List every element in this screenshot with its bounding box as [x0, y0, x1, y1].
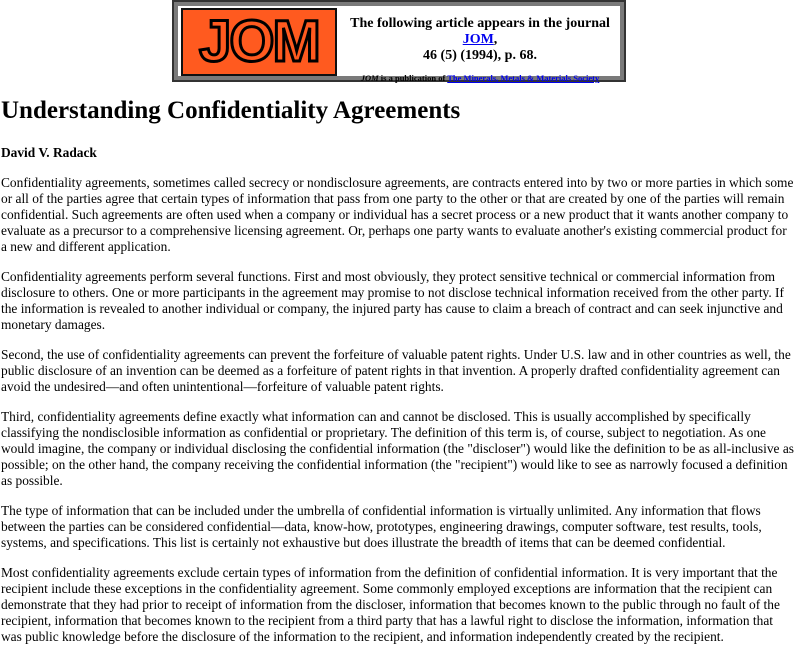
- journal-banner-inner: [178, 6, 620, 83]
- journal-banner: [172, 0, 626, 82]
- article-paragraph: Second, the use of confidentiality agreements can prevent the forfeiture of valuable patent rights. Under U.S. law and in other countries as well, the public disclosure of an invention can be deemed as a forfeiture of patent rights in that invention. A properly drafted confidentiality agreement can avoid the undesired—and often unintentional—forfeiture of valuable patent rights.: [1, 347, 791, 394]
- article-paragraph: Confidentiality agreements, sometimes called secrecy or nondisclosure agreements, are contracts entered into by two or more parties in which some or all of the parties agree that certain types of information that pass from one party to the other or that are created by one of the parties will remain confidential. Such agreements are often used when a company or individual has a secret process or a new product that it wants another company to evaluate as a precursor to a comprehensive licensing agreement. Or, perhaps one party wants to evaluate another's existing commercial product for a new and different application.: [1, 175, 794, 254]
- citation-prefix: The following article appears in the journal: [350, 16, 610, 31]
- journal-link[interactable]: JOM: [462, 32, 494, 47]
- citation-line-2: 46 (5) (1994), p. 68.: [423, 48, 537, 63]
- article-title: Understanding Confidentiality Agreements: [1, 97, 461, 124]
- article-body: [0, 96, 794, 645]
- article-paragraph: The type of information that can be included under the umbrella of confidential information is virtually unlimited. Any information that flows between the parties can be considered confidential—data, know-how, prototypes, engineering drawings, computer software, test results, tools, systems, and specifications. This list is certainly not exhaustive but does illustrate the breadth of items that can be deemed confidential.: [1, 503, 762, 550]
- jom-logo: [181, 8, 337, 76]
- citation-comma: ,: [493, 32, 498, 47]
- publisher-line: [340, 73, 620, 83]
- society-link[interactable]: The Minerals, Metals & Materials Society: [447, 73, 600, 83]
- article-paragraph: Most confidentiality agreements exclude certain types of information from the definition of confidential information. It is very important that the recipient include these exceptions in the confidentiality agreement. Some commonly employed exceptions are information that the recipient can demonstrate that they had prior to receipt of information from the discloser, information that becomes known to the public through no fault of the recipient, information that becomes known to the recipient from a third party that has a lawful right to disclose the information, information that was public knowledge before the disclosure of the information to the recipient, and information independently created by the recipient.: [1, 565, 780, 644]
- article-paragraph: Confidentiality agreements perform several functions. First and most obviously, they protect sensitive technical or commercial information from disclosure to others. One or more participants in the agreement may promise to not disclose technical information received from the other party. If the information is revealed to another individual or company, the injured party has cause to claim a breach of contract and can seek injunctive and monetary damages.: [1, 269, 784, 332]
- article-paragraph: Third, confidentiality agreements define exactly what information can and cannot be disclosed. This is usually accomplished by specifically classifying the nondisclosible information as confidential or proprietary. The definition of this term is, of course, subject to negotiation. As one would imagine, the company or individual disclosing the confidential information (the "discloser") would like the definition to be as all-inclusive as possible; on the other hand, the company receiving the confidential information (the "recipient") would like to see as narrowly focused a definition as possible.: [1, 409, 794, 488]
- banner-citation: [340, 6, 620, 83]
- citation-line-1: [340, 16, 620, 48]
- publisher-middle-text: is a publication of: [378, 73, 448, 83]
- jom-logo-text: JOM: [199, 9, 319, 74]
- publisher-journal-name: JOM: [360, 73, 379, 83]
- article-author: David V. Radack: [1, 145, 97, 160]
